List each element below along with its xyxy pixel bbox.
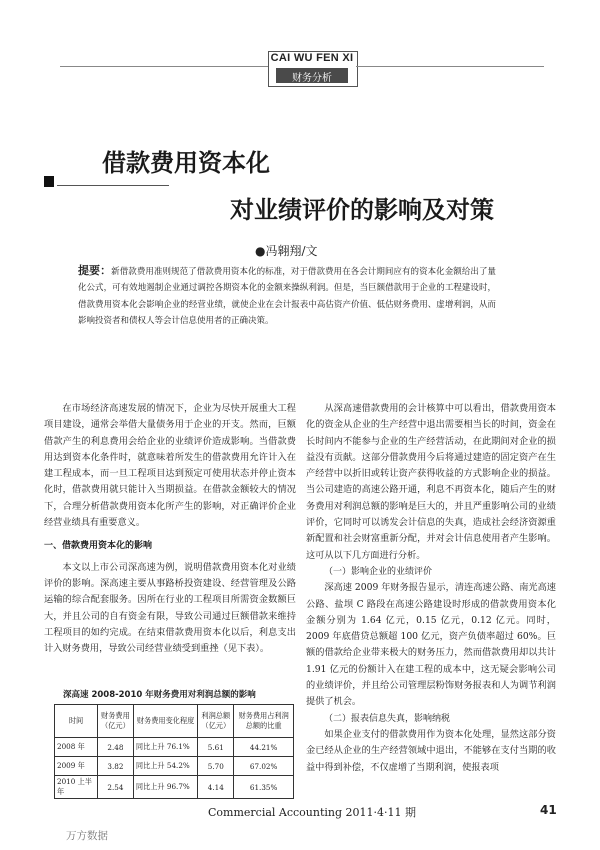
table-cell: 4.14 bbox=[198, 776, 234, 799]
section1-heading: 一、借款费用资本化的影响 bbox=[44, 541, 153, 552]
table-cell: 2009 年 bbox=[55, 757, 98, 776]
table-header-cell: 利润总额（亿元） bbox=[198, 705, 234, 738]
right-column bbox=[306, 401, 556, 776]
table-cell: 同比上升 54.2% bbox=[133, 757, 198, 776]
profit-impact-table bbox=[54, 704, 294, 799]
table-header-cell: 财务费用（亿元） bbox=[98, 705, 134, 738]
table-header-cell: 财务费用占利润总额的比重 bbox=[234, 705, 294, 738]
page-number: 41 bbox=[540, 803, 557, 817]
table-row bbox=[55, 776, 294, 799]
subsection-1-heading: （一）影响企业的业绩评价 bbox=[324, 566, 433, 577]
watermark: 万方数据 bbox=[66, 830, 108, 842]
table-cell: 2008 年 bbox=[55, 738, 98, 757]
table-cell: 5.70 bbox=[198, 757, 234, 776]
right-paragraph-1: 从深高速借款费用的会计核算中可以看出，借款费用资本化的资金从企业的生产经营中退出需要相当长的时间，资金在长时间内不能参与企业的生产经营活动，在此期间对企业的损益没有贡献。这部分借款费用今后将通过建造的固定资产在生产经营中以折旧或转让资产获得收益的方式影响企业的损益。当公司建造的高速公路开通，利息不再资本化，随后产生的财务费用对利润总额的影响是巨大的，并且严重影响公司的业绩评价，它同时可以诱发会计信息的失真，造成社会经济资源重新配置和社会财富重新分配，并对会计信息使用者产生影响。这可从以下几方面进行分析。 bbox=[306, 403, 556, 561]
column-header-cn: 财务分析 bbox=[292, 73, 332, 84]
header-rule-right bbox=[356, 66, 544, 67]
column-header-en: CAI WU FEN XI bbox=[270, 52, 354, 64]
table-row bbox=[55, 757, 294, 776]
title-square-mark bbox=[44, 176, 54, 187]
table-header-cell: 时间 bbox=[55, 705, 98, 738]
abstract-label: 提要： bbox=[78, 264, 112, 277]
table-cell: 同比上升 76.1% bbox=[133, 738, 198, 757]
article-author: ●冯翱翔/文 bbox=[255, 244, 318, 258]
article-title-line2: 对业绩评价的影响及对策 bbox=[230, 196, 494, 224]
subsection-2-heading: （二）报表信息失真，影响纳税 bbox=[324, 713, 451, 724]
right-paragraph-3: 如果企业支付的借款费用作为资本化处理，显然这部分资金已经从企业的生产经营领域中退出，不能够在支付当期的收益中得到补偿，不仅虚增了当期利润，使报表项 bbox=[306, 728, 556, 773]
article-title-line1: 借款费用资本化 bbox=[102, 149, 270, 177]
title-rule bbox=[57, 185, 169, 186]
table-title: 深高速 2008-2010 年财务费用对利润总额的影响 bbox=[63, 690, 256, 700]
table-cell: 3.82 bbox=[98, 757, 134, 776]
table-header-row bbox=[55, 705, 294, 738]
table-cell: 5.61 bbox=[198, 738, 234, 757]
right-paragraph-2: 深高速 2009 年财务报告显示，清连高速公路、南光高速公路、盐坝 C 路段在高速公路建设时形成的借款费用资本化金额分别为 1.64 亿元，0.15 亿元，0.12 亿元。同时，2009 年底借贷总额超 100 亿元，资产负债率超过 60%。巨额的借款给企业带来极大的财务压力，然而借款费用却以共计 1.91 亿元的份额计入在建工程的成本中，这无疑会影响公司的业绩评价，并且给公司管理层粉饰财务报表和人为调节利润提供了机会。 bbox=[306, 582, 556, 708]
header-rule-left bbox=[60, 66, 268, 67]
abstract bbox=[78, 263, 496, 329]
table-cell: 同比上升 96.7% bbox=[133, 776, 198, 799]
abstract-text: 新借款费用准则规范了借款费用资本化的标准，对于借款费用在各会计期间应有的资本化金额给出了量化公式，可有效地遏制企业通过调控各期资本化的金额来操纵利润。但是，当巨额借款用于企业的工程建设时，借款费用资本化会影响企业的经营业绩，就使企业在会计报表中高估资产价值、低估财务费用、虚增利润，从而影响投资者和债权人等会计信息使用者的正确决策。 bbox=[78, 267, 497, 326]
left-column bbox=[44, 401, 296, 657]
table-cell: 2.54 bbox=[98, 776, 134, 799]
table-row bbox=[55, 738, 294, 757]
section1-paragraph: 本文以上市公司深高速为例，说明借款费用资本化对业绩评价的影响。深高速主要从事路桥投资建设、经营管理及公路运输的综合配套服务。因所在行业的工程项目所需资金数额巨大，并且公司的自有资金有限，导致公司通过巨额借款来维持工程项目的如约完成。在结束借款费用资本化以后，利息支出计入财务费用，导致公司经营业绩受到重挫（见下表）。 bbox=[44, 561, 296, 655]
table-cell: 2.48 bbox=[98, 738, 134, 757]
intro-paragraph: 在市场经济高速发展的情况下，企业为尽快开展重大工程项目建设，通常会举借大量债务用于企业的开支。然而，巨额借款产生的利息费用会给企业的业绩评价造成影响。当借款费用达到资本化条件时，就意味着所发生的借款费用允许计入在建工程成本，而一旦工程项目达到预定可使用状态并停止资本化时，借款费用就只能计入当期损益。在借款金额较大的情况下，合理分析借款费用资本化所产生的影响，对正确评价企业经营业绩具有重要意义。 bbox=[44, 403, 296, 529]
table-cell: 61.35% bbox=[234, 776, 294, 799]
table-cell: 2010 上半年 bbox=[55, 776, 98, 799]
table-header-cell: 财务费用变化程度 bbox=[133, 705, 198, 738]
journal-footer: Commercial Accounting 2011·4·11 期 bbox=[208, 806, 417, 819]
table-cell: 67.02% bbox=[234, 757, 294, 776]
table-cell: 44.21% bbox=[234, 738, 294, 757]
